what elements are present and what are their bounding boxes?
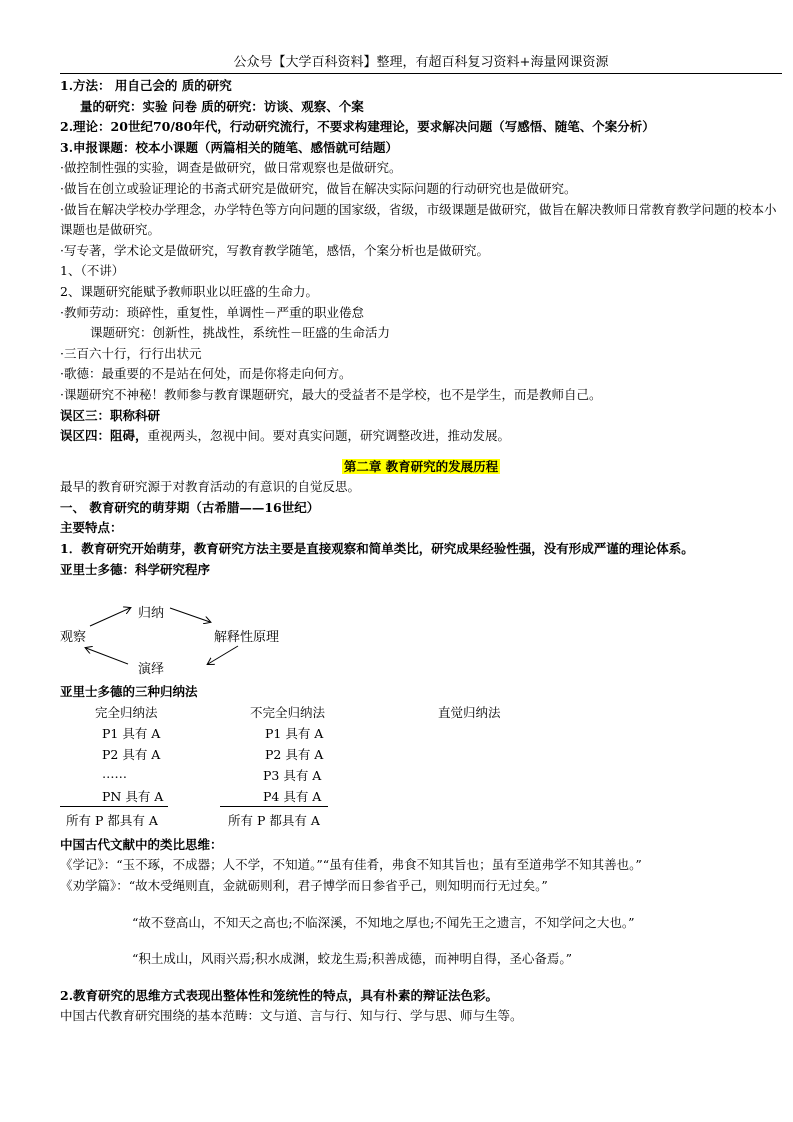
spacer-3 [60, 970, 782, 986]
bullet-goethe: ·歌德：最重要的不是站在何处，而是你将走向何方。 [60, 366, 352, 382]
item-1: 1、（不讲） [60, 263, 125, 279]
incomplete-row-1: P1 具有 A [265, 725, 324, 741]
induction-table [60, 703, 782, 815]
apply-topic-line: 3.申报课题：校本小课题（两篇相关的随笔、感悟就可结题） [60, 139, 399, 155]
quote-quanxue: 《劝学篇》：“故木受绳则直，金就砺则利，君子博学而日参省乎己，则知明而行无过矣。” [60, 878, 548, 894]
document-body [60, 76, 782, 1027]
arrow-principle-to-deduction [208, 646, 238, 664]
misconception-4-label: 误区四：阻碍， [60, 428, 148, 444]
header-incomplete: 不完全归纳法 [250, 704, 326, 720]
bullet-writing: ·写专著，学术论文是做研究，写教育教学随笔，感悟，个案分析也是做研究。 [60, 242, 489, 258]
node-principle: 解释性原理 [214, 630, 280, 646]
section-1-heading: 一、 教育研究的萌芽期（古希腊——16世纪） [60, 499, 320, 515]
bullet-school-topic: ·做旨在解决学校办学理念，办学特色等方向问题的国家级，省级，市级课题是做研究，做旨在解决教师日常教育教学问题的校本小课题也是做研究。 [60, 201, 777, 238]
arrow-induction-to-principle [170, 608, 210, 622]
page-header: 公众号【大学百科资料】整理，有超百科复习资料+海量网课资源 [60, 54, 782, 74]
quote-jitu: “积土成山，风雨兴焉;积水成渊，蛟龙生焉;积善成德，而神明自得，圣心备焉。” [132, 951, 572, 967]
induction-title: 亚里士多德的三种归纳法 [60, 684, 198, 700]
incomplete-divider [220, 806, 328, 807]
chapter-title: 第二章 教育研究的发展历程 [343, 458, 499, 474]
node-observe: 观察 [60, 630, 87, 646]
node-deduction: 演绎 [138, 662, 165, 678]
research-cycle-diagram [60, 602, 782, 682]
feature-point-2: 2.教育研究的思维方式表现出整体性和笼统性的特点，具有朴素的辩证法色彩。 [60, 987, 499, 1003]
aristotle-procedure: 亚里士多德：科学研究程序 [60, 561, 211, 577]
quote-gaoshan: “故不登高山，不知天之高也;不临深溪，不知地之厚也;不闻先王之遗言，不知学问之大也。” [132, 914, 635, 930]
chapter-heading-row [60, 457, 782, 478]
incomplete-conclusion: 所有 P 都具有 A [228, 812, 320, 828]
arrow-deduction-to-observe [86, 648, 128, 664]
item-2: 2、课题研究能赋予教师职业以旺盛的生命力。 [60, 283, 318, 299]
ancient-categories: 中国古代教育研究围绕的基本范畴：文与道、言与行、知与行、学与思、师与生等。 [60, 1008, 523, 1024]
incomplete-row-3: P3 具有 A [263, 767, 322, 783]
bullet-theory: ·做旨在创立或验证理论的书斋式研究是做研究，做旨在解决实际问题的行动研究也是做研究。 [60, 180, 577, 196]
spacer-1 [60, 897, 782, 913]
complete-row-2: P2 具有 A [102, 746, 161, 762]
research-types-line: 量的研究：实验 问卷 质的研究：访谈、观察、个案 [80, 98, 364, 114]
header-intuitive: 直觉归纳法 [438, 704, 501, 720]
bullet-not-mysterious: ·课题研究不神秘！教师参与教育课题研究，最大的受益者不是学校，也不是学生，而是教师自己。 [60, 386, 602, 402]
complete-divider [60, 806, 168, 807]
arrow-observe-to-induction [90, 608, 130, 626]
analogy-title: 中国古代文献中的类比思维： [60, 836, 223, 852]
incomplete-row-2: P2 具有 A [265, 746, 324, 762]
bullet-proverb: ·三百六十行，行行出状元 [60, 345, 202, 361]
complete-row-4: PN 具有 A [102, 788, 164, 804]
cycle-arrows [60, 602, 320, 682]
misconception-3: 误区三：职称科研 [60, 407, 161, 423]
chapter-intro: 最早的教育研究源于对教育活动的有意识的自觉反思。 [60, 479, 361, 495]
method-line: 1.方法： 用自己会的 质的研究 [60, 78, 232, 93]
feature-point-1: 1．教育研究开始萌芽，教育研究方法主要是直接观察和简单类比，研究成果经验性强，没有形成严谨的理论体系。 [60, 541, 694, 557]
misconception-4 [60, 426, 782, 447]
complete-row-3: …… [102, 765, 127, 781]
induction-conclusions [60, 812, 782, 835]
topic-research-line: 课题研究：创新性，挑战性，系统性－旺盛的生命活力 [90, 325, 391, 341]
quote-xueji: 《学记》：“玉不琢，不成器；人不学，不知道。”“虽有佳肴，弗食不知其旨也；虽有至道弗学不知其善也。” [60, 857, 642, 873]
features-label: 主要特点： [60, 520, 123, 536]
complete-conclusion: 所有 P 都具有 A [66, 812, 158, 828]
header-complete: 完全归纳法 [95, 704, 158, 720]
misconception-4-text: 重视两头，忽视中间。要对真实问题，研究调整改进，推动发展。 [147, 428, 511, 444]
spacer-2 [60, 933, 782, 949]
incomplete-row-4: P4 具有 A [263, 788, 322, 804]
theory-line: 2.理论：20世纪70/80年代，行动研究流行，不要求构建理论，要求解决问题（写感悟、随笔、个案分析） [60, 119, 655, 135]
bullet-teacher-labor: ·教师劳动：琐碎性，重复性，单调性－严重的职业倦怠 [60, 304, 364, 320]
node-induction: 归纳 [138, 606, 165, 622]
bullet-experiment: ·做控制性强的实验，调查是做研究，做日常观察也是做研究。 [60, 160, 402, 176]
complete-row-1: P1 具有 A [102, 725, 161, 741]
